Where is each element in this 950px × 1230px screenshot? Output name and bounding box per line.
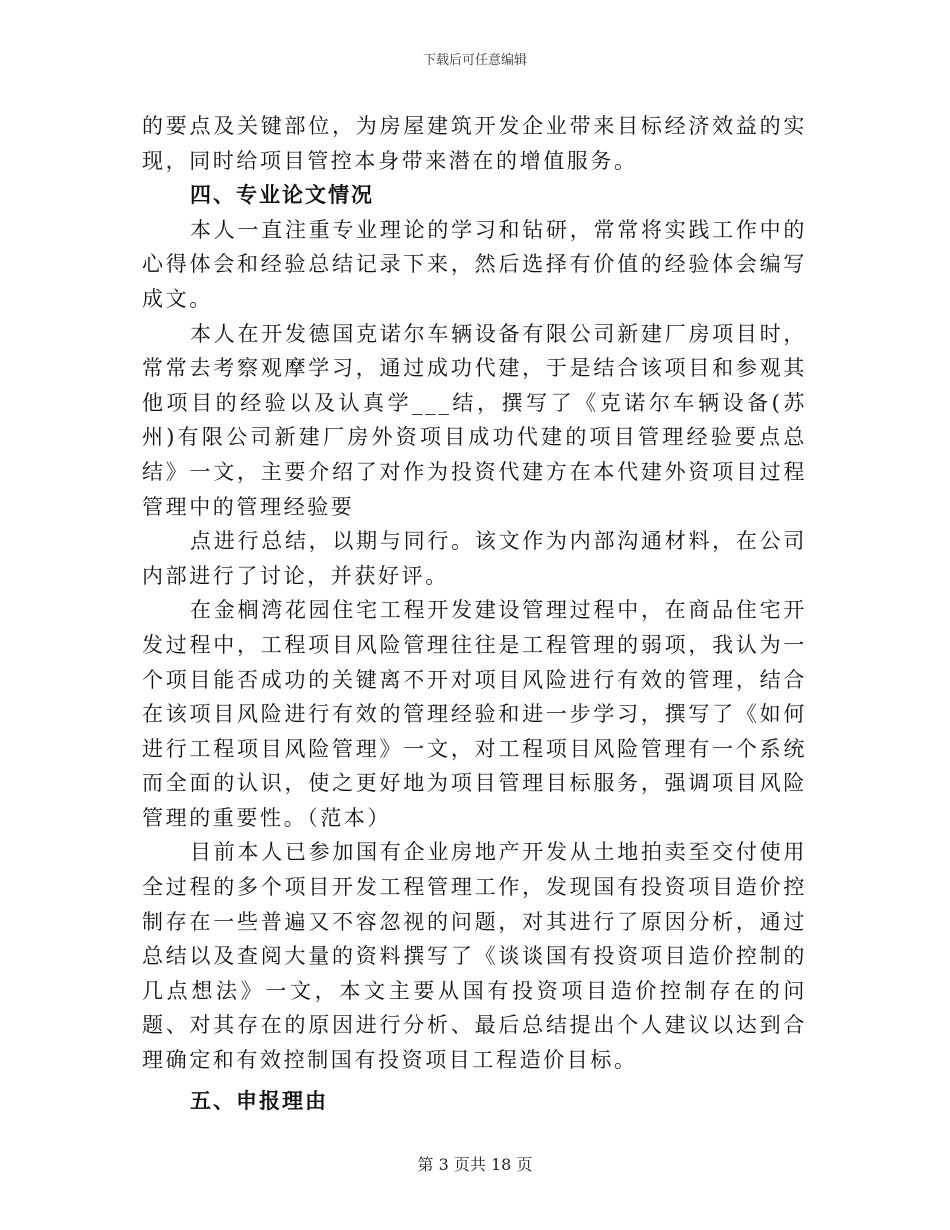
paragraph-thesis-intro: 本人一直注重专业理论的学习和钻研，常常将实践工作中的心得体会和经验总结记录下来，然后选择有价值的经验体会编写成文。 <box>142 217 807 311</box>
page-header: 下载后可任意编辑 <box>422 53 527 68</box>
paragraph-thesis-1: 本人在开发德国克诺尔车辆设备有限公司新建厂房项目时，常常去考察观摩学习，通过成功代建，于是结合该项目和参观其他项目的经验以及认真学___结，撰写了《克诺尔车辆设备(苏州)有限公司新建厂房外资项目成功代建的项目管理经验要点总结》一文，主要介绍了对作为投资代建方在本代建外资项目过程管理中的管理经验要 <box>142 321 807 519</box>
paragraph-thesis-3: 目前本人已参加国有企业房地产开发从土地拍卖至交付使用全过程的多个项目开发工程管理工作，发现国有投资项目造价控制存在一些普遍又不容忽视的问题，对其进行了原因分析，通过总结以及查阅大量的资料撰写了《谈谈国有投资项目造价控制的几点想法》一文，本文主要从国有投资项目造价控制存在的问题、对其存在的原因进行分析、最后总结提出个人建议以达到合理确定和有效控制国有投资项目工程造价目标。 <box>142 840 807 1073</box>
paragraph-continued: 的要点及关键部位，为房屋建筑开发企业带来目标经济效益的实现，同时给项目管控本身带来潜在的增值服务。 <box>142 114 807 173</box>
document-body <box>142 109 807 1118</box>
section-heading-4: 四、专业论文情况 <box>190 182 374 208</box>
paragraph-thesis-1-cont: 点进行总结，以期与同行。该文作为内部沟通材料，在公司内部进行了讨论，并获好评。 <box>142 529 807 588</box>
section-heading-5: 五、申报理由 <box>190 1087 328 1113</box>
page-number: 第 3 页共 18 页 <box>417 1155 533 1174</box>
paragraph-thesis-2: 在金榈湾花园住宅工程开发建设管理过程中，在商品住宅开发过程中，工程项目风险管理往往是工程管理的弱项，我认为一个项目能否成功的关键离不开对项目风险进行有效的管理，结合在该项目风险进行有效的管理经验和进一步学习，撰写了《如何进行工程项目风险管理》一文，对工程项目风险管理有一个系统而全面的认识，使之更好地为项目管理目标服务，强调项目风险管理的重要性。（范本） <box>142 598 807 830</box>
